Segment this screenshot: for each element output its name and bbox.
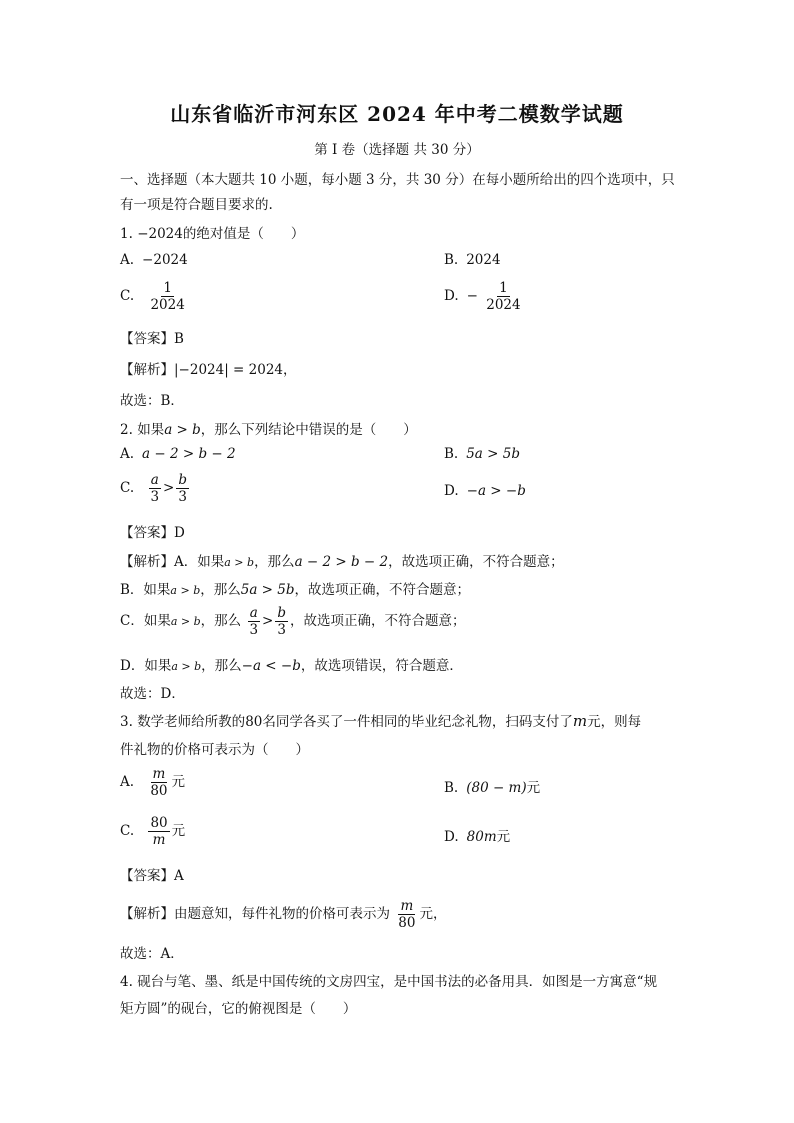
q1-analysis: 【解析】|−2024| = 2024，	[120, 362, 297, 378]
document-title: 山东省临沂市河东区 2024 年中考二模数学试题	[170, 102, 624, 126]
q3-stem-line1: 3. 数学老师给所教的80名同学各买了一件相同的毕业纪念礼物，扫码支付了m元，则每	[120, 712, 642, 730]
q3-answer: 【答案】A	[120, 868, 184, 884]
section-instructions-line1: 一、选择题（本大题共 10 小题，每小题 3 分，共 30 分）在每小题所给出的四个选项中，只	[120, 172, 675, 188]
q2-analysis-d: D．如果a > b，那么−a < −b，故选项错误，符合题意．	[120, 658, 463, 674]
q1-option-d-fraction: $\frac{1}{2024}$	[486, 280, 521, 313]
section-subtitle: 第 I 卷（选择题 共 30 分）	[314, 142, 480, 158]
q2-stem: 2. 如果a > b，那么下列结论中错误的是（ ）	[120, 422, 417, 438]
q2-analysis-c: C．如果a > b，那么 $\frac{a}{3}$ > $\frac{b}{3}$ ，故选项正确，不符合题意；	[120, 605, 466, 638]
q2-option-c: C. $\frac{a}{3}$ > $\frac{b}{3}$	[120, 472, 187, 505]
q1-number: 1.	[120, 226, 133, 242]
q1-answer: 【答案】B	[120, 331, 184, 347]
q2-analysis-b: B．如果a > b，那么5a > 5b，故选项正确，不符合题意；	[120, 582, 470, 598]
q3-stem-line2: 件礼物的价格可表示为（ ）	[120, 742, 309, 758]
q1-option-a: A. −2024	[120, 252, 188, 268]
q3-analysis: 【解析】由题意知，每件礼物的价格可表示为 $\frac{m}{80}$ 元，	[120, 898, 447, 931]
q3-option-a: A. $\frac{m}{80}$ 元	[120, 766, 186, 799]
q2-option-a: A. a − 2 > b − 2	[120, 446, 236, 462]
q1-conclusion: 故选：B．	[120, 393, 184, 409]
q2-option-d: D. −a > −b	[444, 483, 526, 499]
q2-analysis-a: 【解析】A．如果a > b，那么a − 2 > b − 2，故选项正确，不符合题意；	[120, 554, 564, 570]
q4-stem-line2: 矩方圆”的砚台，它的俯视图是（ ）	[120, 1001, 357, 1017]
q3-option-c: C. $\frac{80}{m}$ 元	[120, 815, 186, 848]
q1-stem	[120, 222, 304, 242]
q1-option-c: C. $\frac{1}{2024}$	[120, 280, 185, 313]
q3-option-d: D. 80m元	[444, 829, 511, 845]
q4-stem-line1: 4. 砚台与笔、墨、纸是中国传统的文房四宝，是中国书法的必备用具．如图是一方寓意“规	[120, 974, 658, 990]
q1-option-c-fraction: $\frac{1}{2024}$	[150, 280, 185, 313]
q2-option-b: B. 5a > 5b	[444, 446, 520, 462]
section-instructions-line2: 有一项是符合题目要求的.	[120, 197, 273, 213]
q2-answer: 【答案】D	[120, 525, 185, 541]
q1-option-d: D. − $\frac{1}{2024}$	[444, 280, 521, 313]
q3-option-b: B. (80 − m)元	[444, 780, 541, 796]
q2-conclusion: 故选：D．	[120, 686, 185, 702]
q1-text: 的绝对值是（ ）	[182, 226, 305, 242]
q1-option-b: B. 2024	[444, 252, 501, 268]
q3-conclusion: 故选：A．	[120, 946, 184, 962]
q1-expression: −2024	[137, 226, 183, 242]
